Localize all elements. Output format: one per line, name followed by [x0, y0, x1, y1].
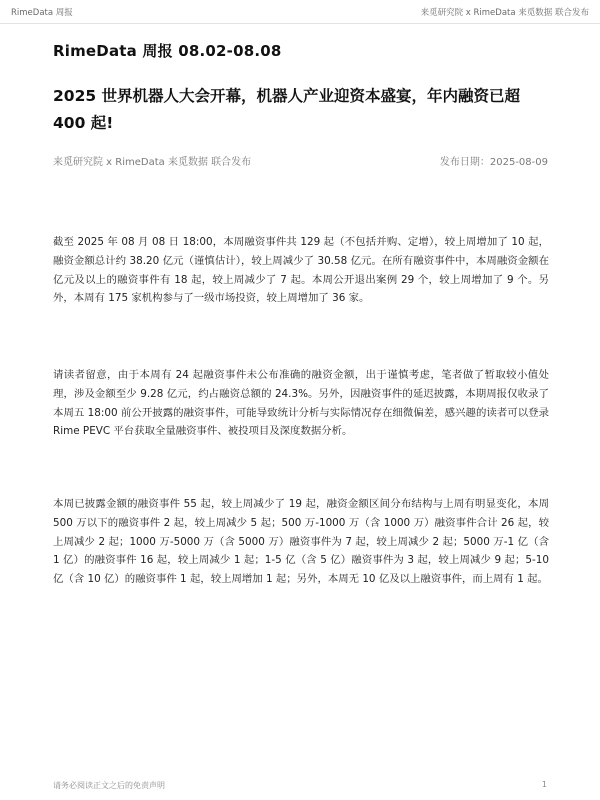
- paragraph-distribution: 本周已披露金额的融资事件 55 起，较上周减少了 19 起，融资金额区间分布结构与上周有明显变化，本周 500 万以下的融资事件 2 起，较上周减少 5 起；500 万-1000 万（含 1000 万）融资事件合计 26 起，较上周减少 2 起；1000 万-5000 万（含 5000 万）融资事件为 7 起，较上周减少 2 起；5000 万-1 亿（含 1 亿）的融资事件 16 起，较上周减少 1 起；1-5 亿（含 5 亿）融资事件为 3 起，较上周减少 9 起；5-10 亿（含 10 亿）的融资事件 1 起，较上周增加 1 起；另外，本周无 10 亿及以上融资事件，而上周有 1 起。: [53, 498, 549, 586]
- page-header: [0, 0, 600, 24]
- footer-disclaimer-note: 请务必阅读正文之后的免责声明: [53, 781, 165, 790]
- page-number: 1: [541, 780, 547, 789]
- meta-line: [53, 153, 548, 168]
- publisher-label: 来觅研究院 x RimeData 来觅数据 联合发布: [53, 157, 252, 168]
- paragraph-disclaimer: 请读者留意，由于本周有 24 起融资事件未公布准确的融资金额，出于谨慎考虑，笔者做了暂取较小值处理，涉及金额至少 9.28 亿元，约占融资总额的 24.3%。另外，因融资事件的延迟披露，本期周报仅收录了本周五 18:00 前公开披露的融资事件，可能导致统计分析与实际情况存在细微偏差，感兴趣的读者可以登录 Rime PEVC 平台获取全量融资事件、被投项目及深度数据分析。: [53, 369, 549, 438]
- headline: 2025 世界机器人大会开幕，机器人产业迎资本盛宴，年内融资已超 400 起!: [53, 87, 521, 132]
- publish-date: 发布日期：2025-08-09: [439, 157, 548, 168]
- header-right-label: 来觅研究院 x RimeData 来觅数据 联合发布: [420, 7, 589, 18]
- paragraph-summary: 截至 2025 年 08 月 08 日 18:00，本周融资事件共 129 起（不包括并购、定增），较上周增加了 10 起，融资金额总计约 38.20 亿元（谨慎估计），较上周减少了 30.58 亿元。在所有融资事件中，本周融资金额在亿元及以上的融资事件有 18 起，较上周减少了 7 起。本周公开退出案例 29 个，较上周增加了 9 个。另外，本周有 175 家机构参与了一级市场投资，较上周增加了 36 家。: [53, 236, 549, 305]
- report-title: RimeData 周报 08.02-08.08: [53, 42, 282, 60]
- header-left-label: RimeData 周报: [11, 7, 73, 18]
